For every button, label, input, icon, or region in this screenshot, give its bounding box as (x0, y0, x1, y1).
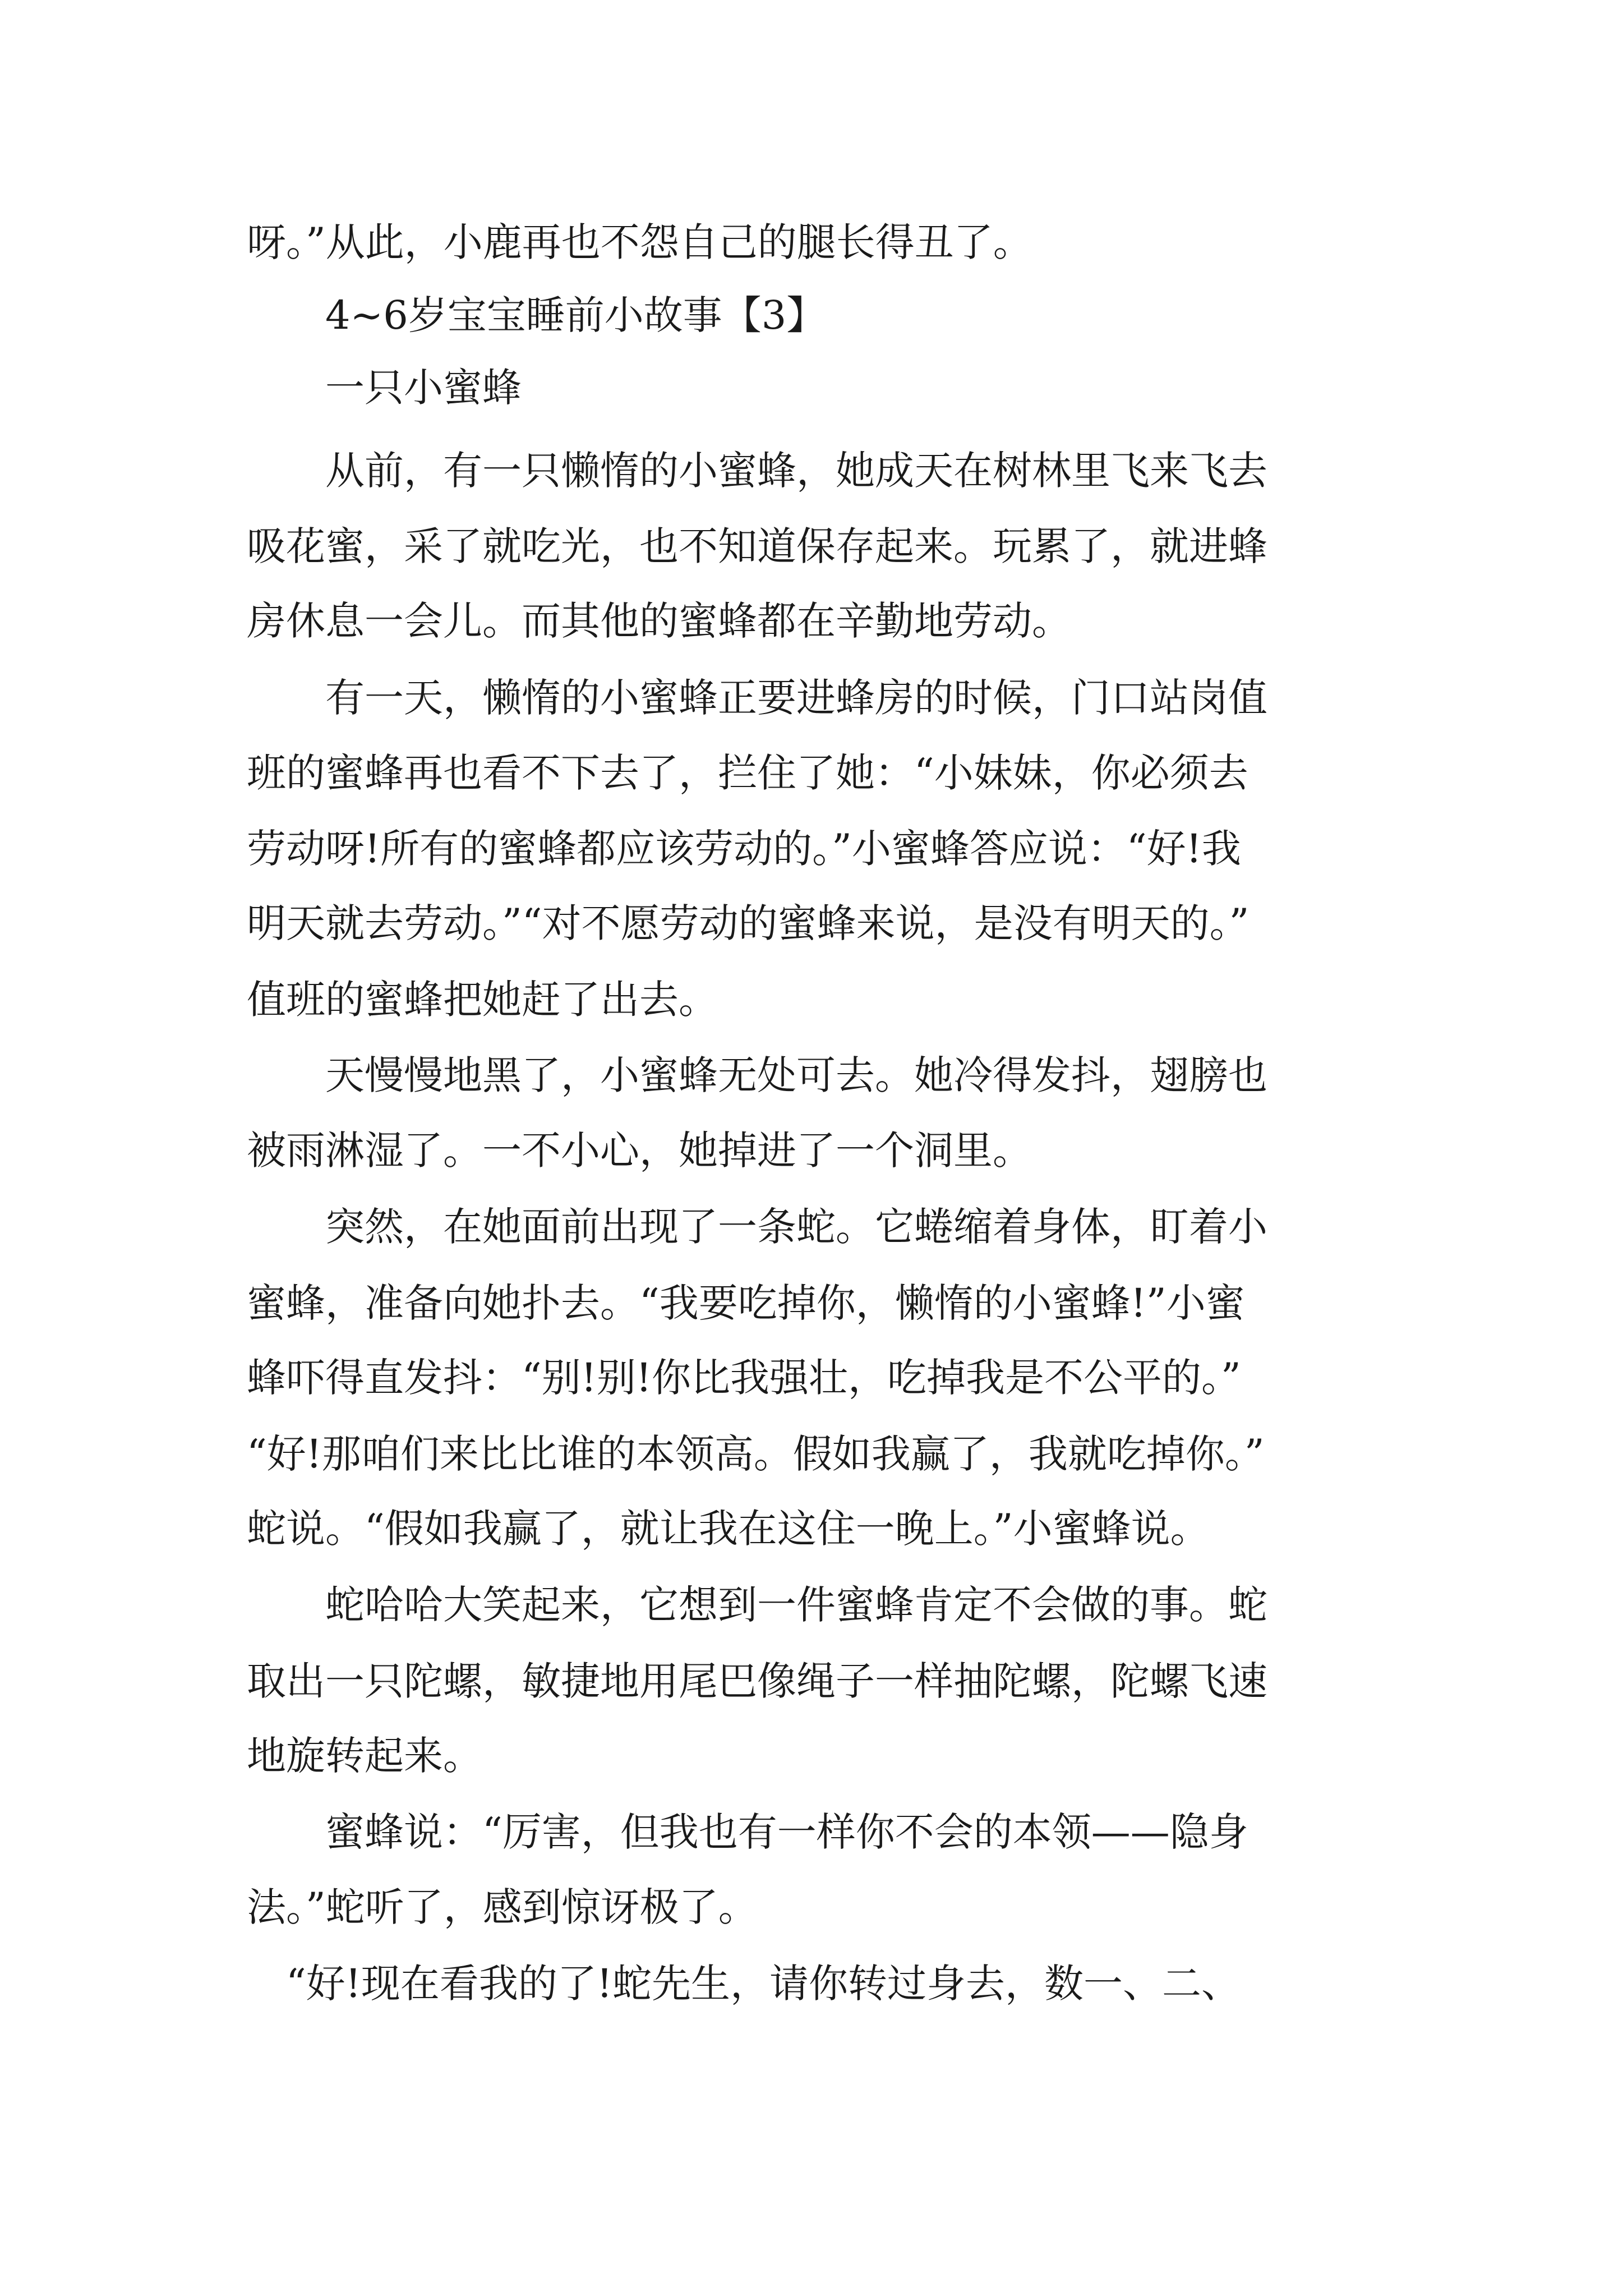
text-line: 被雨淋湿了。一不小心，她掉进了一个洞里。 (247, 1128, 1032, 1174)
text-line: 蛇哈哈大笑起来，它想到一件蜜蜂肯定不会做的事。蛇 (247, 1582, 1267, 1628)
text-line: 地旋转起来。 (247, 1733, 482, 1779)
text-line: 从前，有一只懒惰的小蜜蜂，她成天在树林里飞来飞去 (247, 448, 1267, 494)
text-line: 天慢慢地黑了，小蜜蜂无处可去。她冷得发抖，翅膀也 (247, 1052, 1267, 1098)
text-line: 取出一只陀螺，敏捷地用尾巴像绳子一样抽陀螺，陀螺飞速 (247, 1658, 1267, 1704)
text-line: 有一天，懒惰的小蜜蜂正要进蜂房的时候，门口站岗值 (247, 675, 1267, 721)
text-line: 值班的蜜蜂把她赶了出去。 (247, 977, 718, 1023)
text-line: 吸花蜜，采了就吃光，也不知道保存起来。玩累了，就进蜂 (247, 523, 1267, 569)
text-line: “好!那咱们来比比谁的本领高。假如我赢了，我就吃掉你。” (247, 1431, 1265, 1477)
text-line: 班的蜜蜂再也看不下去了，拦住了她：“小妹妹，你必须去 (247, 750, 1248, 796)
text-line: 明天就去劳动。”“对不愿劳动的蜜蜂来说，是没有明天的。” (247, 900, 1249, 946)
story-title: 一只小蜜蜂 (247, 365, 522, 411)
text-line: 蜜蜂，准备向她扑去。“我要吃掉你，懒惰的小蜜蜂!”小蜜 (247, 1280, 1245, 1326)
text-line: 房休息一会儿。而其他的蜜蜂都在辛勤地劳动。 (247, 598, 1071, 644)
text-line: “好!现在看我的了!蛇先生，请你转过身去，数一、二、 (247, 1961, 1241, 2007)
text-line: 法。”蛇听了，感到惊讶极了。 (247, 1884, 758, 1930)
text-line: 蛇说。“假如我赢了，就让我在这住一晚上。”小蜜蜂说。 (247, 1506, 1210, 1552)
text-line: 蜂吓得直发抖：“别!别!你比我强壮，吃掉我是不公平的。” (247, 1355, 1241, 1401)
text-line: 突然，在她面前出现了一条蛇。它蜷缩着身体，盯着小 (247, 1204, 1267, 1250)
text-line: 蜜蜂说：“厉害，但我也有一样你不会的本领——隐身 (247, 1809, 1248, 1855)
text-line: 劳动呀!所有的蜜蜂都应该劳动的。”小蜜蜂答应说：“好!我 (247, 826, 1241, 872)
section-heading: 4~6岁宝宝睡前小故事【3】 (247, 292, 826, 338)
text-line: 呀。”从此，小鹿再也不怨自己的腿长得丑了。 (247, 219, 1032, 265)
